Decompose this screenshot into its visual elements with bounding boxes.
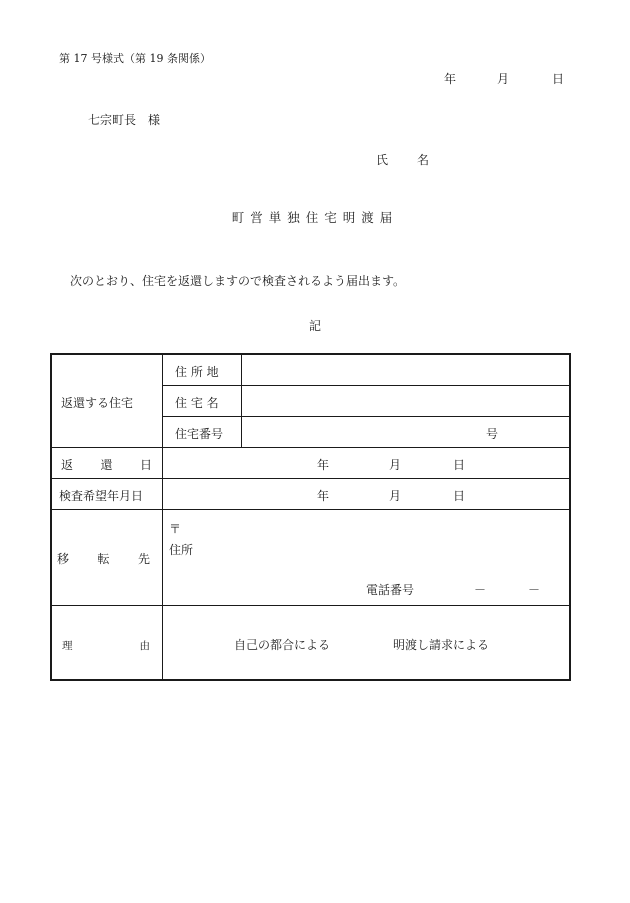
housing-number-input[interactable] [245, 427, 475, 443]
document-title: 町営単独住宅明渡届 [231, 210, 399, 225]
reason-option-self[interactable]: 自己の都合による [234, 638, 331, 652]
housing-number-label: 住宅番号 [175, 427, 224, 441]
return-month-label: 月 [389, 458, 402, 472]
moving-dest-char: 先 [137, 552, 150, 566]
addressee: 七宗町長 様 [88, 113, 161, 127]
return-day-label: 日 [453, 458, 466, 472]
inspection-year-label: 年 [317, 489, 330, 503]
phone-label: 電話番号 [366, 583, 415, 597]
address-sub-label: 住所 [169, 543, 194, 557]
rule [52, 478, 571, 479]
reason-char: 由 [139, 640, 150, 652]
date-month-label: 月 [497, 72, 510, 86]
phone-dash: － [474, 583, 487, 597]
postal-mark: 〒 [169, 522, 182, 536]
return-date-char: 還 [100, 458, 113, 472]
moving-dest-char: 転 [97, 552, 110, 566]
moving-destination-label [57, 550, 150, 567]
inspection-date-label: 検査希望年月日 [59, 489, 144, 503]
reason-label [62, 638, 150, 653]
return-year-label: 年 [317, 458, 330, 472]
rule [52, 509, 571, 510]
date-year-label: 年 [444, 72, 457, 86]
return-date-char: 日 [139, 458, 152, 472]
address-label: 住 所 地 [175, 365, 219, 379]
moving-dest-char: 移 [57, 552, 70, 566]
inspection-day-label: 日 [453, 489, 466, 503]
reason-option-request[interactable]: 明渡し請求による [393, 638, 490, 652]
number-suffix: 号 [486, 427, 499, 441]
body-text: 次のとおり、住宅を返還しますので検査されるよう届出ます。 [70, 274, 406, 288]
reason-char: 理 [62, 640, 73, 652]
name-label-2: 名 [417, 153, 430, 167]
rule [52, 605, 571, 606]
form-number: 第 17 号様式（第 19 条関係） [59, 52, 211, 65]
rule [52, 447, 571, 448]
ki-heading: 記 [308, 319, 321, 333]
housing-name-label: 住 宅 名 [175, 396, 219, 410]
name-label-1: 氏 [376, 153, 389, 167]
address-input[interactable] [245, 365, 565, 381]
return-date-label [61, 456, 152, 473]
inspection-month-label: 月 [389, 489, 402, 503]
rule [162, 355, 163, 679]
form-table [50, 353, 571, 681]
rule [162, 416, 571, 417]
rule [241, 355, 242, 447]
rule [162, 385, 571, 386]
phone-dash: － [528, 583, 541, 597]
date-day-label: 日 [552, 72, 565, 86]
returned-housing-label: 返還する住宅 [61, 396, 134, 410]
return-date-char: 返 [61, 458, 74, 472]
housing-name-input[interactable] [245, 396, 565, 412]
